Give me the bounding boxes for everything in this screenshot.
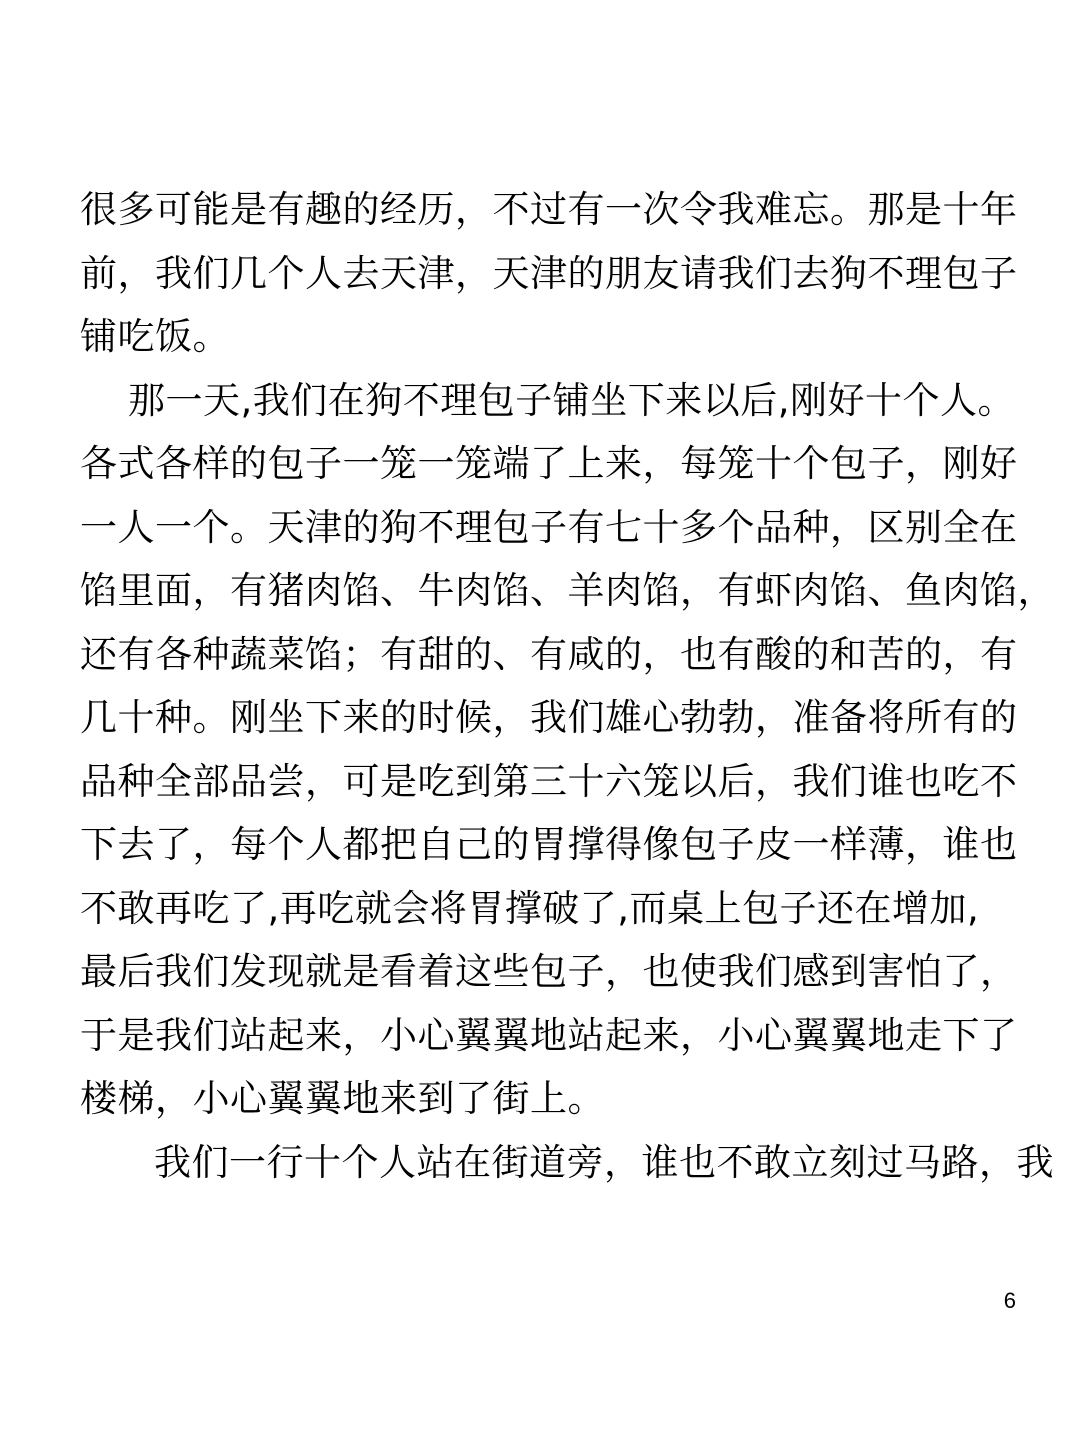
text-line: 下去了，每个人都把自己的胃撑得像包子皮一样薄，谁也 — [80, 823, 1018, 866]
text-line: 很多可能是有趣的经历，不过有一次令我难忘。那是十年 — [80, 188, 1018, 231]
text-line: 品种全部品尝，可是吃到第三十六笼以后，我们谁也吃不 — [80, 759, 1018, 803]
body-text — [80, 178, 1055, 1194]
text-line: 一人一个。天津的狗不理包子有七十多个品种，区别全在 — [80, 505, 1018, 549]
text-line: 楼梯，小心翼翼地来到了街上。 — [80, 1077, 605, 1120]
text-line: 前，我们几个人去天津，天津的朋友请我们去狗不理包子 — [80, 251, 1018, 295]
text-line: 馅里面，有猪肉馅、牛肉馅、羊肉馅，有虾肉馅、鱼肉馅， — [80, 569, 1055, 612]
paragraph-start-line: 那一天,我们在狗不理包子铺坐下来以后,刚好十个人。 — [128, 378, 1016, 422]
text-line: 不敢再吃了,再吃就会将胃撑破了,而桌上包子还在增加, — [80, 886, 980, 930]
page-number: 6 — [1003, 1288, 1016, 1313]
text-line: 铺吃饭。 — [80, 315, 230, 358]
text-line: 于是我们站起来，小心翼翼地站起来，小心翼翼地走下了 — [80, 1013, 1018, 1057]
text-line: 各式各样的包子一笼一笼端了上来，每笼十个包子，刚好 — [80, 442, 1018, 485]
text-line: 还有各种蔬菜馅；有甜的、有咸的，也有酸的和苦的，有 — [80, 632, 1018, 676]
text-line: 最后我们发现就是看着这些包子，也使我们感到害怕了， — [80, 950, 1018, 993]
text-line: 几十种。刚坐下来的时候，我们雄心勃勃，准备将所有的 — [80, 696, 1018, 739]
paragraph-start-line: 我们一行十个人站在街道旁，谁也不敢立刻过马路，我 — [154, 1140, 1054, 1184]
